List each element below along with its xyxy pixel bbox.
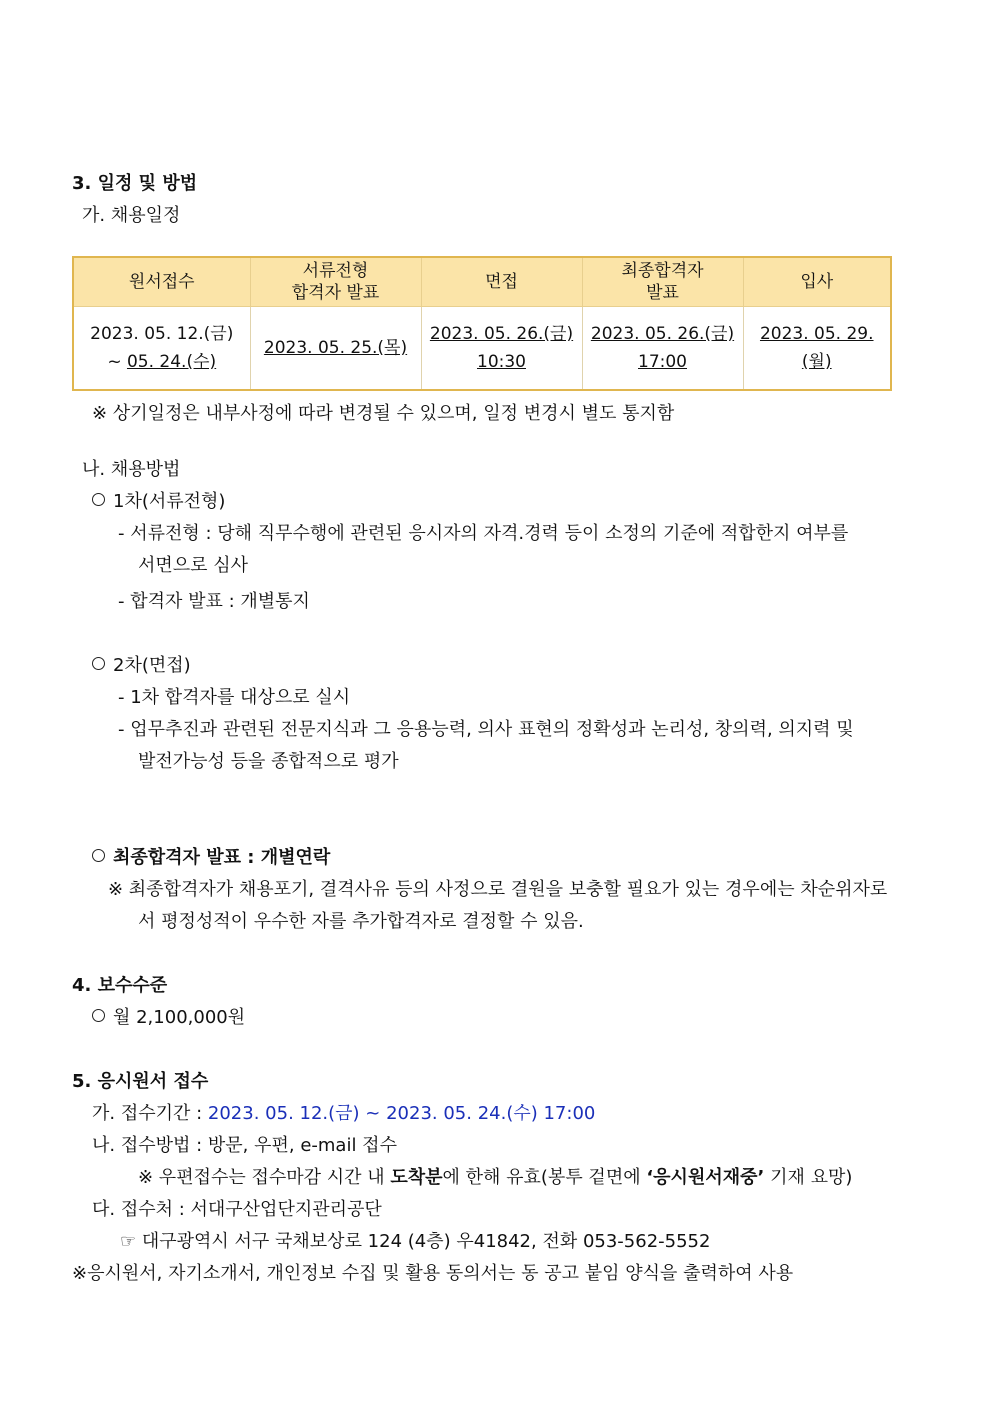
- section-4-title: 4. 보수수준: [72, 975, 168, 996]
- application-place: 다. 접수처 : 서대구산업단지관리공단: [92, 1199, 382, 1220]
- header-interview: 면접: [421, 257, 582, 307]
- pay-item: 월 2,100,000원: [92, 1006, 245, 1030]
- circle-bullet-icon: [92, 1009, 105, 1022]
- cell-interview-date: 2023. 05. 26.(금) 10:30: [421, 307, 582, 391]
- header-application: 원서접수: [73, 257, 250, 307]
- header-start: 입사: [743, 257, 891, 307]
- step2-item-2: - 업무추진과 관련된 전문지식과 그 응용능력, 의사 표현의 정확성과 논리성, 창의력, 의지력 및: [118, 719, 854, 740]
- schedule-header-row: [73, 257, 891, 307]
- final-note-1: ※ 최종합격자가 채용포기, 결격사유 등의 사정으로 결원을 보충할 필요가 있는 경우에는 차순위자로: [108, 879, 888, 900]
- step2-item-2-cont: 발전가능성 등을 종합적으로 평가: [138, 751, 399, 772]
- final-result-heading: 최종합격자 발표 : 개별연락: [92, 846, 330, 870]
- schedule-table: [72, 256, 892, 391]
- application-period-value: 2023. 05. 12.(금) ~ 2023. 05. 24.(수) 17:00: [207, 1103, 596, 1124]
- postal-note: ※ 우편접수는 접수마감 시간 내 도착분에 한해 유효(봉투 겉면에 ‘응시원서재중’ 기재 요망): [138, 1167, 853, 1188]
- section-3-title: 3. 일정 및 방법: [72, 173, 198, 194]
- schedule-date-row: [73, 307, 891, 391]
- step2-item-1: - 1차 합격자를 대상으로 실시: [118, 687, 351, 708]
- subsection-schedule: 가. 채용일정: [82, 205, 181, 226]
- header-document-result: 서류전형 합격자 발표: [250, 257, 421, 307]
- application-period: 가. 접수기간 : 2023. 05. 12.(금) ~ 2023. 05. 24.(수) 17:00: [92, 1103, 596, 1124]
- circle-bullet-icon: [92, 849, 105, 862]
- subsection-method: 나. 채용방법: [82, 459, 181, 480]
- step2-heading: 2차(면접): [92, 654, 191, 678]
- step1-item-2: - 합격자 발표 : 개별통지: [118, 591, 310, 612]
- step1-heading: 1차(서류전형): [92, 490, 225, 514]
- final-note-2: 서 평정성적이 우수한 자를 추가합격자로 결정할 수 있음.: [138, 911, 584, 932]
- cell-final-result-date: 2023. 05. 26.(금) 17:00: [582, 307, 743, 391]
- forms-note: ※응시원서, 자기소개서, 개인정보 수집 및 활용 동의서는 동 공고 붙임 양식을 출력하여 사용: [72, 1263, 794, 1284]
- application-method: 나. 접수방법 : 방문, 우편, e-mail 접수: [92, 1135, 397, 1156]
- cell-application-period: 2023. 05. 12.(금) ~ 05. 24.(수): [73, 307, 250, 391]
- cell-document-result-date: 2023. 05. 25.(목): [250, 307, 421, 391]
- schedule-note: ※ 상기일정은 내부사정에 따라 변경될 수 있으며, 일정 변경시 별도 통지함: [92, 403, 675, 424]
- section-5-title: 5. 응시원서 접수: [72, 1071, 209, 1092]
- step1-item-1-cont: 서면으로 심사: [138, 555, 249, 576]
- step1-item-1: - 서류전형 : 당해 직무수행에 관련된 응시자의 자격.경력 등이 소정의 기준에 적합한지 여부를: [118, 523, 849, 544]
- application-address: ☞ 대구광역시 서구 국채보상로 124 (4층) 우41842, 전화 053-562-5552: [120, 1231, 711, 1252]
- header-final-result: 최종합격자 발표: [582, 257, 743, 307]
- circle-bullet-icon: [92, 657, 105, 670]
- circle-bullet-icon: [92, 493, 105, 506]
- cell-start-date: 2023. 05. 29.(월): [743, 307, 891, 391]
